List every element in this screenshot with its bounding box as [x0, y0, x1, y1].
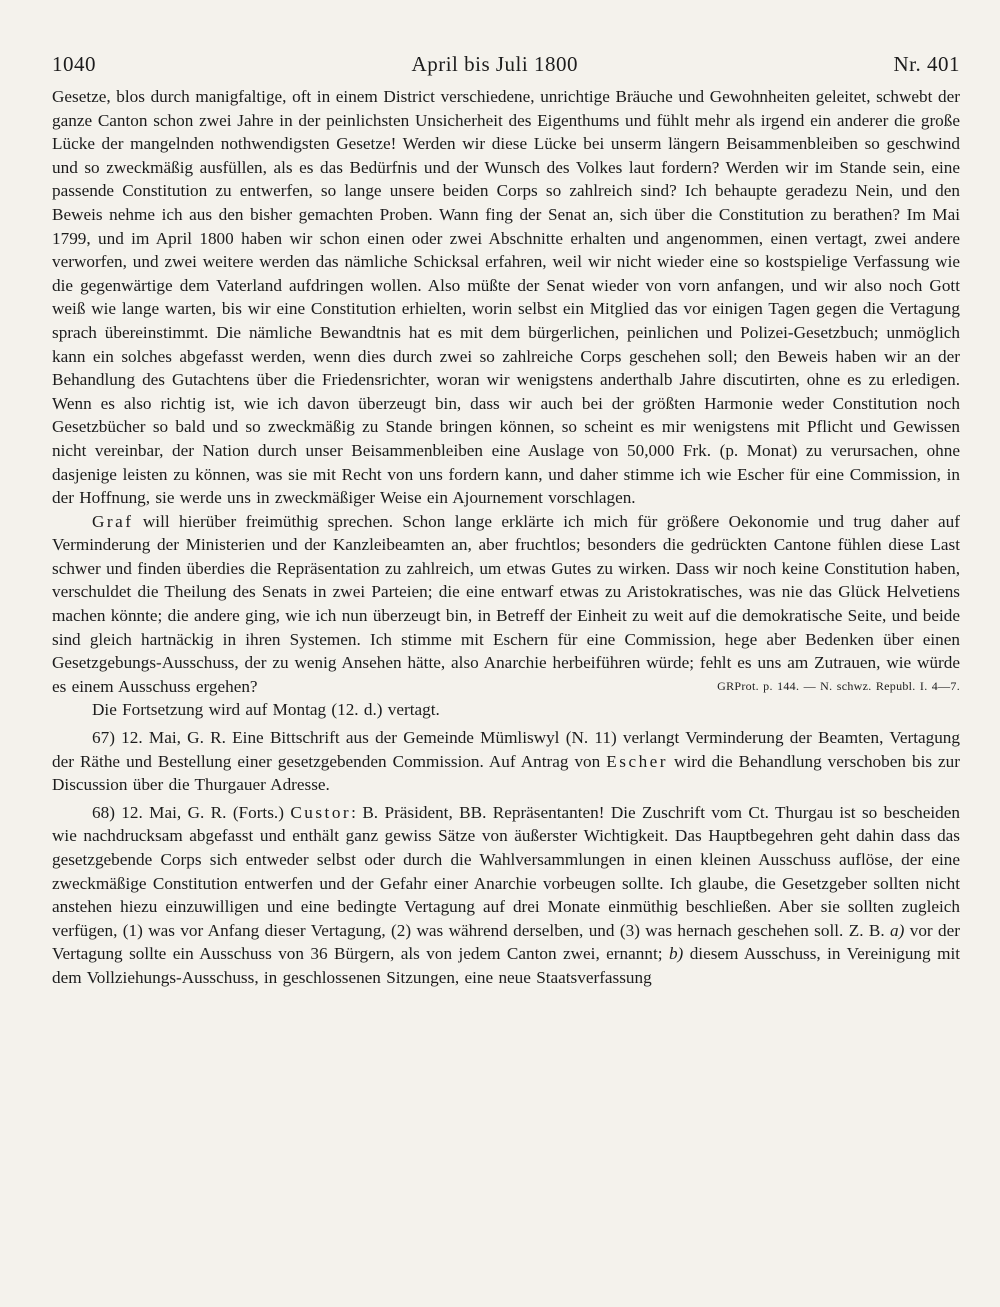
- speaker-name: Escher: [606, 751, 669, 771]
- running-title: April bis Juli 1800: [411, 52, 578, 76]
- item-label-a: a): [890, 920, 905, 940]
- page-number: 1040: [52, 52, 96, 76]
- paragraph-68: [52, 801, 960, 990]
- paragraph-text: will hierüber freimüthig sprechen. Schon lange erklärte ich mich für größere Oekonomie und trug daher auf Verminderung der Ministerien und der Kanzleibeamten an, aber fruchtlos; besonders die gedrückten Cantone fühlen diese Last schwer und finden überdies die Repräsentation zu zahlreich, um etwas Gutes zu wirken. Dass wir noch keine Constitution haben, verschuldet die Theilung des Senats in zwei Parteien; die eine entwarf etwas zu Aristokratisches, was nie das Glück Helvetiens machen könnte; die andere ging, wie ich nun überzeugt bin, in Betreff der Einheit zu weit auf die demokratische Seite, und beide sind gleich hartnäckig in ihren Systemen. Ich stimme mit Eschern für eine Commission, hege aber Bedenken über einen Gesetzgebungs-Ausschuss, der zu wenig Ansehen hätte, also Anarchie herbeiführen würde; fehlt es uns am Zutrauen, wie würde es einem Ausschuss ergehen?: [52, 511, 960, 696]
- paragraph-adjournment: Die Fortsetzung wird auf Montag (12. d.) vertagt.: [92, 700, 440, 720]
- source-reference: GRProt. p. 144. — N. schwz. Republ. I. 4—7.: [717, 678, 960, 693]
- document-page: [52, 52, 960, 990]
- paragraph-text: : B. Präsident, BB. Repräsentanten! Die Zuschrift vom Ct. Thurgau ist so bescheiden wie nachdrucksam abgefasst und enthält ganz gewiss Sätze von äußerster Wichtigkeit. Das Hauptbegehren geht dahin dass das gesetzgebende Corps sich entweder selbst oder durch die Wahlversammlungen in einen kleinen Ausschuss auflöse, der eine zweckmäßige Constitution entwerfen und der Gefahr einer Anarchie vorbeugen sollte. Ich glaube, die Gesetzgeber sollten nicht anstehen hiezu einzuwilligen und eine bedingte Vertagung auf drei Monate einmüthig beschließen. Aber sie sollten zugleich verfügen, (1) was vor Anfang dieser Vertagung, (2) was während derselben, und (3) was hernach geschehen soll. Z. B.: [52, 802, 960, 940]
- item-label-b: b): [668, 944, 684, 964]
- paragraph-text-b: diesem Ausschuss, in Vereinigung mit dem Vollziehungs-Ausschuss, in geschlossenen Sitzungen, eine neue Staatsverfassung: [52, 944, 961, 987]
- speaker-name: Custor: [290, 802, 352, 822]
- entry-lead: 67) 12. Mai, G. R. Eine Bittschrift aus der Gemeinde Mümliswyl (N. 11) verlangt Verminderung der Beamten, Vertagung der Räthe und Bestellung einer gesetzgebenden Commission. Auf Antrag von: [52, 728, 960, 771]
- entry-tail: wird die Behandlung verschoben bis zur Discussion über die Thurgauer Adresse.: [52, 751, 960, 795]
- page-header: [52, 52, 960, 77]
- paragraph-continuation: Gesetze, blos durch manigfaltige, oft in einem District verschiedene, unrichtige Bräuche und Gewohnheiten geleitet, schwebt der ganze Canton schon zwei Jahre in der peinlichsten Unsicherheit des Eigenthums und fühlt mehr als irgend ein anderer die große Lücke der mangelnden nothwendigsten Gesetze! Werden wir diese Lücke bei unserm längern Beisammenbleiben so geschwind und so zweckmäßig ausfüllen, als es das Bedürfnis und der Wunsch des Volkes laut fordern? Werden wir im Stande sein, eine passende Constitution zu entwerfen, so lange unsere beiden Corps so zahlreich sind? Ich behaupte geradezu Nein, und den Beweis nehme ich aus den bisher gemachten Proben. Wann fing der Senat an, sich über die Constitution zu berathen? Im Mai 1799, und im April 1800 haben wir schon einen oder zwei Abschnitte erhalten und angenommen, einen vertagt, zwei andere verworfen, und zwei weitere werden das nämliche Schicksal erfahren, weil wir nicht wieder eine so kostspielige Verfassung wie die gegenwärtige dem Vaterland aufdringen wollen. Also müßte der Senat wieder von vorn anfangen, und wir also noch Gott weiß wie lange warten, bis wir eine Constitution erhielten, worin selbst ein Mitglied das vor einigen Tagen gegen die Vertagung sprach übereinstimmt. Die nämliche Bewandtnis hat es mit dem bürgerlichen, peinlichen und Polizei-Gesetzbuch; unmöglich kann ein solches abgefasst werden, wenn dies durch zwei so zahlreiche Corps geschehen soll; den Beweis haben wir an der Behandlung des Gutachtens über die Friedensrichter, woran wir wenigstens anderthalb Jahre discutirten, ohne es zu erledigen. Wenn es also richtig ist, wie ich davon überzeugt bin, dass wir auch bei der größten Harmonie weder Constitution noch Gesetzbücher so bald und so zweckmäßig zu Stande bringen können, so scheint es mir wenigstens mit Pflicht und Gewissen nicht vereinbar, der Nation durch unser Beisammenbleiben eine Auslage von 50,000 Frk. (p. Monat) zu verursachen, ohne dasjenige leisten zu können, was sie mit Recht von uns fordern kann, und daher stimme ich wie Escher für eine Commission, in der Hoffnung, sie werde uns in zweckmäßiger Weise ein Ajournement vorschlagen.: [52, 87, 960, 508]
- paragraph-text-a: vor der Vertagung sollte ein Ausschuss von 36 Bürgern, als von jedem Canton zwei, ernannt;: [52, 920, 960, 964]
- paragraph-graf: [52, 510, 960, 699]
- speaker-name: Graf: [92, 511, 134, 531]
- entry-lead: 68) 12. Mai, G. R. (Forts.): [92, 802, 291, 822]
- document-number: Nr. 401: [893, 52, 960, 76]
- paragraph-67: [52, 726, 960, 797]
